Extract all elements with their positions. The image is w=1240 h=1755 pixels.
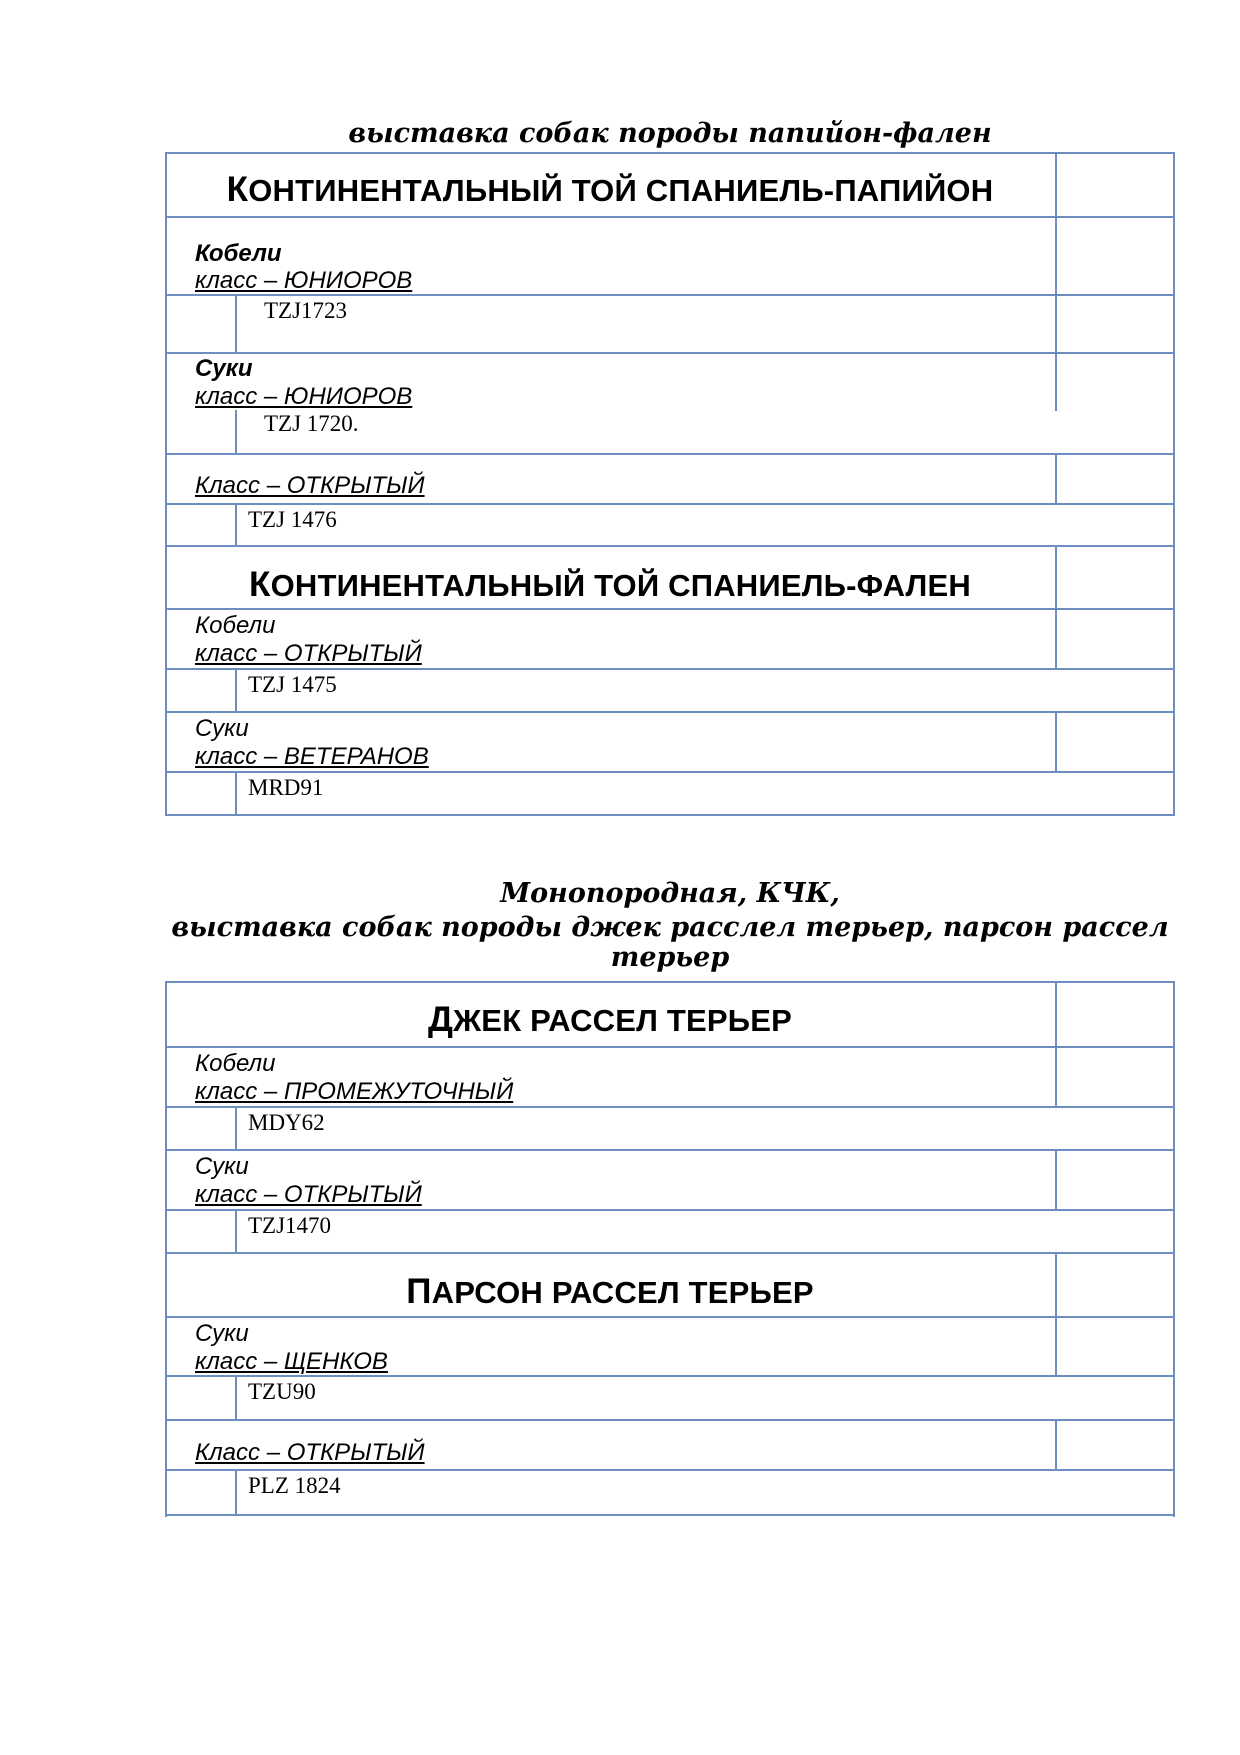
dog-row [165,1469,1175,1516]
catalog-number: PLZ 1824 [248,1473,341,1498]
dog-row [165,503,1175,545]
dog-row [165,771,1175,816]
breed-title-initial: П [406,1272,432,1311]
breed-row [165,981,1175,1046]
class-label: класс – ЩЕНКОВ [195,1348,388,1375]
sex-label: Суки [195,1153,249,1180]
sex-label: Суки [195,355,253,382]
breed-title-rest: АРСОН РАССЕЛ ТЕРЬЕР [431,1275,814,1310]
group-header-row [165,1046,1175,1106]
breed-title [165,1272,1055,1312]
class-label: класс – ПРОМЕЖУТОЧНЫЙ [195,1078,514,1105]
breed-title-initial: К [226,170,249,209]
catalog-number: MDY62 [248,1110,325,1135]
breed-title-initial: Д [427,1000,454,1039]
catalog-number: TZJ1723 [264,298,348,323]
class-label: класс – ЮНИОРОВ [195,267,413,294]
dog-row [165,668,1175,711]
group-header-row [165,1316,1175,1375]
catalog-number: TZJ 1476 [248,507,337,532]
heading-line: выставка собак породы джек расслел терьер, парсон рассел [171,912,1169,943]
sex-label: Суки [195,1320,249,1347]
results-table-russell-terriers [165,981,1175,1516]
breed-row [165,152,1175,216]
breed-row [165,545,1175,608]
breed-title [165,565,1055,605]
group-header-row [165,216,1175,294]
group-header-row [165,1419,1175,1469]
group-header-row [165,352,1175,453]
class-label: класс – ОТКРЫТЫЙ [195,1181,422,1208]
class-label: класс – ОТКРЫТЫЙ [195,640,422,667]
breed-title-rest: ЖЕК РАССЕЛ ТЕРЬЕР [453,1003,793,1038]
group-header-row [165,711,1175,771]
breed-title-initial: К [249,565,271,604]
results-table-papillon-phalene [165,152,1175,816]
breed-title [165,1000,1055,1040]
breed-title [165,170,1055,210]
sex-label: Кобели [195,1050,276,1077]
class-label: класс – ЮНИОРОВ [195,383,413,410]
group-header-row [165,1149,1175,1209]
catalog-number: TZU90 [248,1379,316,1404]
section-1-heading [160,117,1180,151]
dog-row [165,1209,1175,1252]
heading-line: выставка собак породы папийон-фален [348,118,992,149]
sex-label: Суки [195,715,249,742]
catalog-number: TZJ1470 [248,1213,332,1238]
breed-title-rest: ОНТИНЕНТАЛЬНЫЙ ТОЙ СПАНИЕЛЬ-ПАПИЙОН [248,173,994,208]
dog-row [165,1375,1175,1419]
breed-row [165,1252,1175,1316]
group-header-row [165,453,1175,503]
class-label: Класс – ОТКРЫТЫЙ [195,472,425,499]
class-label: класс – ВЕТЕРАНОВ [195,743,429,770]
group-header-row [165,608,1175,668]
heading-line: терьер [610,942,730,973]
catalog-number: TZJ 1475 [248,672,337,697]
catalog-number: MRD91 [248,775,324,800]
sex-label: Кобели [195,612,276,639]
dog-row [165,1106,1175,1149]
dog-row [165,294,1175,352]
class-label: Класс – ОТКРЫТЫЙ [195,1439,425,1466]
breed-title-rest: ОНТИНЕНТАЛЬНЫЙ ТОЙ СПАНИЕЛЬ-ФАЛЕН [270,568,971,603]
heading-line: Монопородная, КЧК, [500,878,840,909]
section-2-heading [160,877,1180,975]
sex-label: Кобели [195,240,282,267]
catalog-number: TZJ 1720. [264,411,359,436]
